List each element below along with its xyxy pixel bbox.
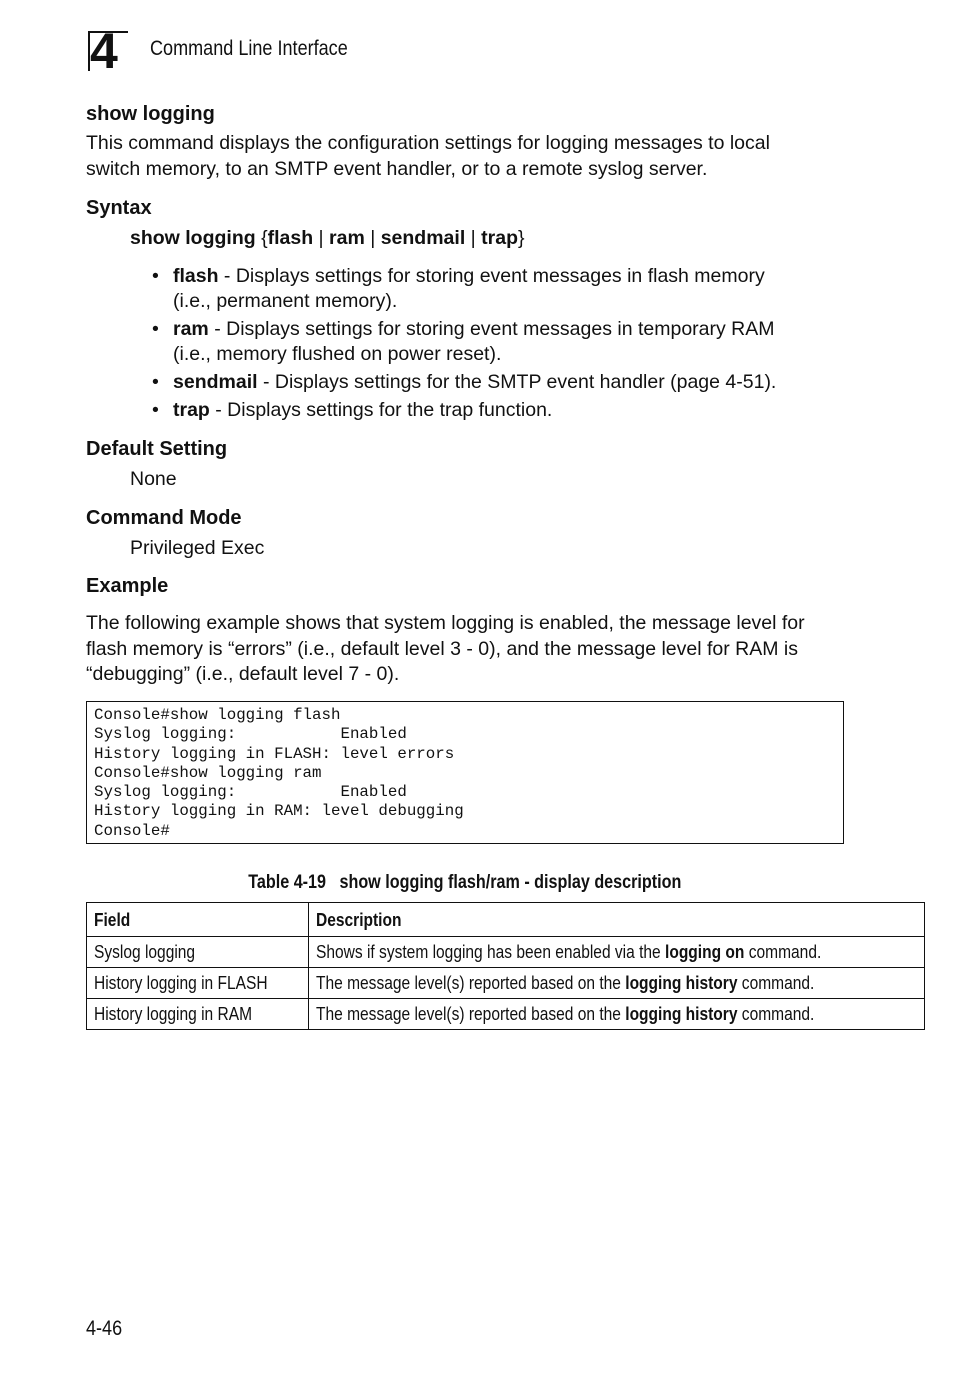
column-header: Description [308, 903, 925, 937]
example-line: “debugging” (i.e., default level 7 - 0). [86, 663, 400, 685]
description-cell: The message level(s) reported based on the logging history command. [308, 968, 925, 999]
syntax-command: show logging [130, 227, 256, 249]
syntax-option: trap [481, 227, 518, 249]
bullet: • [152, 371, 159, 393]
command-heading: show logging [86, 103, 215, 125]
syntax-separator: | [364, 227, 381, 249]
option-keyword: trap [173, 399, 210, 421]
field-cell: History logging in RAM [87, 999, 309, 1030]
bullet: • [152, 265, 159, 287]
chapter-title: Command Line Interface [150, 37, 348, 60]
list-item [152, 317, 852, 367]
example-line: The following example shows that system logging is enabled, the message level for [86, 612, 805, 634]
syntax-brace: { [255, 227, 268, 249]
option-description: (i.e., permanent memory). [173, 290, 398, 312]
syntax-separator: | [465, 227, 482, 249]
description-table [86, 902, 925, 1030]
code-text: Console#show logging flash Syslog logging: Enabled History logging in FLASH: level errors Console#show logging ram Syslog logging: Enabled History logging in RAM: level debugging Console# [94, 706, 464, 840]
chapter-number: 4 [90, 23, 118, 79]
option-keyword: sendmail [173, 371, 258, 393]
command-mode-heading: Command Mode [86, 507, 242, 529]
default-setting-value: None [130, 468, 177, 490]
page-number: 4-46 [86, 1317, 123, 1340]
example-line: flash memory is “errors” (i.e., default level 3 - 0), and the message level for RAM is [86, 637, 798, 660]
list-item [152, 398, 852, 423]
syntax-heading: Syntax [86, 197, 152, 219]
default-setting-heading: Default Setting [86, 438, 228, 460]
option-description: (i.e., memory flushed on power reset). [173, 343, 502, 365]
option-description: - Displays settings for storing event messages in temporary RAM [208, 318, 775, 340]
description-cell: Shows if system logging has been enabled via the logging on command. [308, 937, 925, 968]
column-header: Field [87, 903, 309, 937]
description-cell: The message level(s) reported based on the logging history command. [308, 999, 925, 1030]
example-heading: Example [86, 575, 169, 597]
field-cell: Syslog logging [87, 937, 309, 968]
table-caption-text: Table 4-19 show logging flash/ram - display description [248, 872, 682, 893]
syntax-separator: | [313, 227, 330, 249]
field-cell: History logging in FLASH [87, 968, 309, 999]
option-description: - Displays settings for the trap function. [209, 399, 553, 421]
table-row [87, 999, 925, 1030]
example-description [86, 611, 805, 688]
bullet: • [152, 399, 159, 421]
option-description: - Displays settings for storing event messages in flash memory [218, 265, 765, 287]
option-keyword: flash [173, 265, 219, 287]
table-header-row [87, 903, 925, 937]
syntax-line [130, 227, 525, 250]
table-row [87, 937, 925, 968]
syntax-options-list [152, 264, 852, 426]
code-example [86, 701, 844, 844]
table-row [87, 968, 925, 999]
syntax-option: ram [329, 227, 365, 249]
table-caption [86, 872, 844, 894]
command-mode-value: Privileged Exec [130, 537, 265, 559]
option-description: - Displays settings for the SMTP event handler (page 4-51). [257, 371, 777, 393]
description-line: switch memory, to an SMTP event handler, or to a remote syslog server. [86, 157, 708, 180]
command-description [86, 131, 770, 182]
list-item [152, 264, 852, 314]
syntax-option: sendmail [380, 227, 466, 249]
option-keyword: ram [173, 318, 209, 340]
list-item [152, 370, 852, 395]
bullet: • [152, 318, 159, 340]
syntax-option: flash [267, 227, 314, 249]
description-line: This command displays the configuration settings for logging messages to local [86, 132, 770, 154]
syntax-brace: } [518, 227, 525, 249]
